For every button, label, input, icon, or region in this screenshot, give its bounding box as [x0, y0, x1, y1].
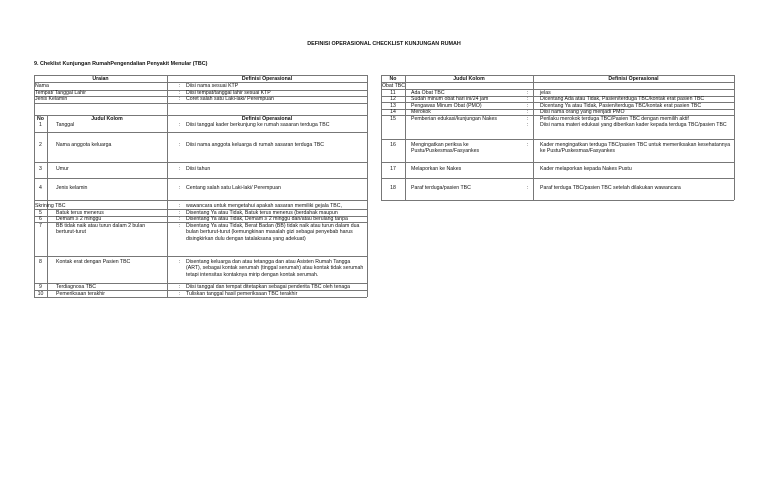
row-judul: Kontak erat dengan Pasien TBC [56, 259, 131, 265]
row-definition: Tuliskan tanggal hasil pemeriksaan TBC terakhir [186, 290, 298, 297]
row-judul: Ada Obat TBC [411, 89, 445, 96]
label-nama: Nama [35, 82, 49, 89]
row-no: 11 [390, 89, 396, 96]
subheader-definisi: Definisi Operasional [241, 115, 293, 122]
row-judul: Demam ≥ 2 minggu [56, 216, 102, 222]
colon: : [179, 284, 181, 290]
colon: : [527, 109, 529, 115]
row-no: 18 [390, 185, 396, 191]
colon: : [527, 185, 529, 191]
colon: : [179, 290, 181, 297]
row-no: 16 [390, 142, 396, 148]
row-no: 2 [39, 142, 42, 148]
definition-jenis-kelamin: Coret salah satu Laki-laki/ Perempuan [186, 96, 274, 102]
row-judul: Tanggal [56, 122, 75, 128]
row-no: 3 [39, 166, 42, 172]
subheader-judul: Judul Kolom [91, 115, 123, 122]
row-no: 4 [39, 185, 42, 191]
row-definition: Diisi tanggal kader berkunjung ke rumah sasaran terduga TBC [186, 122, 330, 128]
row-no: 5 [39, 209, 42, 216]
obat-label: Obat TBC [382, 82, 405, 89]
colon: : [527, 115, 529, 122]
colon: : [527, 89, 529, 96]
definition-nama: Diisi nama sesuai KTP [186, 82, 239, 89]
row-no: 17 [390, 166, 396, 172]
colon: : [527, 142, 529, 148]
definition-ttl: Diisi tempat/tanggal lahir sesuai KTP [186, 89, 271, 96]
right-header-judul: Judul Kolom [453, 75, 485, 82]
colon: : [179, 259, 181, 265]
row-no: 14 [390, 109, 396, 115]
row-definition: Kader mengingatkan terduga TBC/pasien TBC untuk memeriksakan kesehatannya ke Pustu/Puskesmas/Fasyankes [540, 142, 731, 155]
label-ttl: Tempat/ Tanggal Lahir [35, 89, 86, 96]
page-title: DEFINISI OPERASIONAL CHECKLIST KUNJUNGAN RUMAH [307, 41, 461, 47]
row-judul: Batuk terus menerus [56, 209, 104, 216]
skrining-label: Skrining TBC [35, 202, 66, 209]
row-no: 7 [39, 223, 42, 229]
row-judul: Pemberian edukasi/kunjungan Nakes [411, 115, 497, 122]
row-definition: Diisi nama anggota keluarga di rumah sasaran terduga TBC [186, 142, 325, 148]
row-no: 12 [390, 96, 396, 102]
row-no: 6 [39, 216, 42, 222]
row-judul: Merokok [411, 109, 431, 115]
row-no: 8 [39, 259, 42, 265]
row-judul: Paraf terduga/pasien TBC [411, 185, 471, 191]
skrining-intro: wawancara untuk mengetahui apakah sasaran memiliki gejala TBC, [186, 202, 342, 209]
row-judul: Terdiagnosa TBC [56, 284, 96, 290]
row-definition: Disentang keluarga dan atau tetangga dan atau Asisten Rumah Tangga (ART), sebagai kontak serumah (tinggal serumah) atau kontak tidak serumah tetapi intensitas kontaknya mirip dengan kontak serumah. [186, 259, 364, 278]
row-judul: Sudah minum obat hari ini/24 jam [411, 96, 489, 102]
row-no: 1 [39, 122, 42, 128]
row-judul: Nama anggota keluarga [56, 142, 112, 148]
right-header-definisi: Definisi Operasional [608, 75, 659, 82]
colon: : [179, 142, 181, 148]
row-no: 15 [390, 115, 396, 122]
header-uraian: Uraian [92, 75, 109, 82]
row-definition: Dicentang Ada atau Tidak, Pasien/terduga TBC/kontak erat pasien TBC [540, 96, 705, 102]
row-no: 10 [37, 290, 44, 297]
colon: : [179, 223, 181, 229]
row-judul: Mengingatkan periksa ke Pustu/Puskesmas/Fasyankes [411, 142, 480, 155]
row-judul: Pemeriksaan terakhir [56, 290, 106, 297]
colon: : [179, 185, 181, 191]
label-jenis-kelamin: Jenis Kelamin [35, 96, 68, 102]
colon: : [527, 102, 529, 109]
colon: : [527, 96, 529, 102]
row-definition: Diisi nama orang yang menjadi PMO [540, 109, 625, 115]
row-definition: Diisi tanggal dan tempat ditetapkan sebagai penderita TBC oleh tenaga [186, 284, 350, 290]
row-no: 9 [39, 284, 42, 290]
row-definition: jelas [540, 89, 551, 96]
row-definition: Dicentang Ya atau Tidak, Pasien/terduga TBC/kontak erat pasien TBC [540, 102, 702, 109]
colon: : [179, 122, 181, 128]
right-header-no: No [389, 75, 397, 82]
row-no: 13 [390, 102, 396, 109]
row-judul: Pengawas Minum Obat (PMO) [411, 102, 482, 109]
row-judul: Jenis kelamin [56, 185, 88, 191]
row-definition: Kader melaporkan kepada Nakes Pustu [540, 166, 632, 172]
colon: : [179, 82, 181, 89]
row-judul: Melaporkan ke Nakes [411, 166, 462, 172]
colon: : [179, 96, 181, 102]
colon: : [179, 209, 181, 216]
colon: : [179, 166, 181, 172]
colon: : [179, 202, 181, 209]
row-definition: Diisi nama materi edukasi yang diberikan kader kepada terduga TBC/pasien TBC [540, 122, 727, 128]
row-judul: BB tidak naik atau turun dalam 2 bulan berturut-turut [56, 223, 146, 236]
subheader-no: No [37, 115, 44, 122]
row-definition: Paraf terduga TBC/pasien TBC setelah dilakukan wawancara [540, 185, 681, 191]
row-definition: Centang salah satu Laki-laki/ Perempuan [186, 185, 281, 191]
row-definition: Disentang Ya atau Tidak, Demam ≥ 2 minggu dan/atau berulang tanpa [186, 216, 348, 222]
section-title: 9. Cheklist Kunjungan RumahPengendalian Penyakit Menular (TBC) [34, 61, 208, 67]
row-definition: Disentang Ya atau Tidak, Batuk terus menerus (berdahak maupun [186, 209, 338, 216]
row-definition: Disentang Ya atau Tidak, Berat Badan (BB) tidak naik atau turun dalam dua bulan berturut-turut (kemungkinan masalah gizi sebagai penyebab harus disingkirkan dulu dengan tatalaksana yang adekuat) [186, 223, 360, 242]
header-definisi: Definisi Operasional [241, 75, 293, 82]
row-judul: Umur [56, 166, 69, 172]
row-definition: Perilaku merokok terduga TBC/Pasien TBC dengan memilih aktif [540, 115, 689, 122]
colon: : [179, 89, 181, 96]
row-definition: Diisi tahun [186, 166, 211, 172]
colon: : [179, 216, 181, 222]
colon: : [527, 122, 529, 128]
